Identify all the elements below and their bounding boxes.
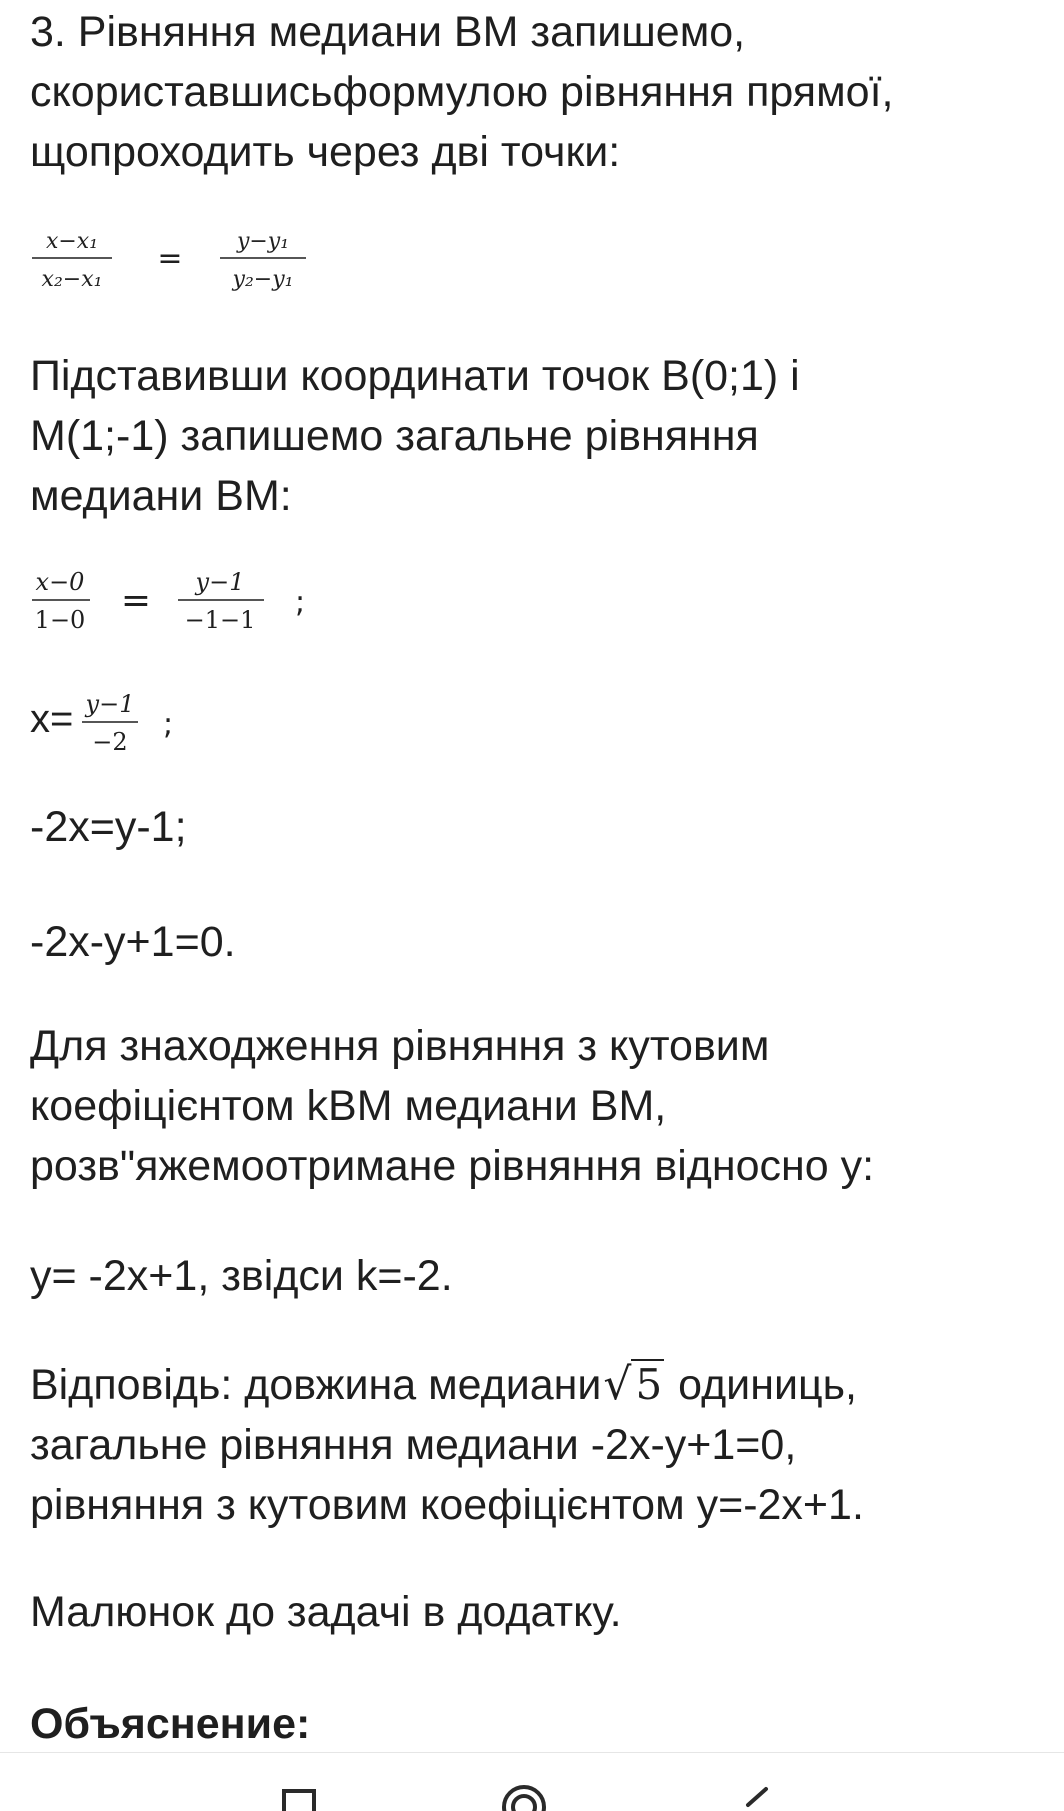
formula-equals: = [120,580,152,621]
answer-text-start: Відповідь: довжина медиани [30,1361,602,1409]
system-nav-bar [0,1753,1064,1810]
paragraph-step-3 [30,2,893,182]
explanation-heading: Объяснение: [30,1700,311,1748]
formula-semicolon: ; [294,585,306,620]
sqrt-icon: √ [603,1359,632,1410]
paragraph-substitute [30,346,800,526]
text-line: M(1;-1) запишемо загальне рівняння [30,412,759,460]
text-line: Підставивши координати точок B(0;1) і [30,352,800,400]
formula-denominator: −2 [92,728,128,756]
back-icon[interactable] [740,1785,770,1811]
formula-numerator: y−1 [85,690,135,718]
paragraph-slope [30,1016,874,1196]
text-line: медиани BM: [30,472,292,520]
formula-right-denominator: −1−1 [184,606,256,634]
text-line: щопроходить через дві точки: [30,128,621,176]
text-line: розв"яжемоотримане рівняння відносно y: [30,1142,875,1190]
two-point-line-formula [30,226,430,306]
formula-semicolon: ; [162,707,174,742]
formula-left-numerator: x−x₁ [45,229,99,254]
square-icon[interactable] [282,1789,316,1811]
equation-line: y= -2x+1, звідси k=-2. [30,1252,453,1300]
sqrt-radicand: 5 [631,1359,664,1407]
substituted-formula [30,568,430,648]
x-expression-formula [30,682,330,762]
paragraph-answer [30,1355,864,1535]
text-line: коефіцієнтом kBM медиани BM, [30,1082,667,1130]
text-line: скориставшисьформулою рівняння прямої, [30,68,894,116]
text-line: рівняння з кутовим коефіцієнтом y=-2x+1. [30,1481,864,1529]
sqrt-expression [603,1355,664,1415]
text-line: 3. Рівняння медиани BM запишемо, [30,8,746,56]
attachment-note: Малюнок до задачі в додатку. [30,1588,622,1636]
formula-left-numerator: x−0 [35,568,85,596]
formula-equals: = [157,241,183,276]
formula-left-denominator: 1−0 [34,606,86,634]
text-line: Для знаходження рівняння з кутовим [30,1022,770,1070]
formula-right-numerator: y−1 [195,568,245,596]
equation-line: -2x-y+1=0. [30,918,236,966]
formula-left-denominator: x₂−x₁ [41,267,103,292]
answer-text-end: одиниць, [678,1361,857,1409]
formula-prefix: x= [30,697,74,741]
formula-right-denominator: y₂−y₁ [232,267,294,292]
equation-line: -2x=y-1; [30,803,187,851]
text-line [30,1355,864,1415]
home-circle-icon[interactable] [500,1783,548,1811]
formula-right-numerator: y−y₁ [236,229,290,254]
text-line: загальне рівняння медиани -2x-y+1=0, [30,1421,797,1469]
